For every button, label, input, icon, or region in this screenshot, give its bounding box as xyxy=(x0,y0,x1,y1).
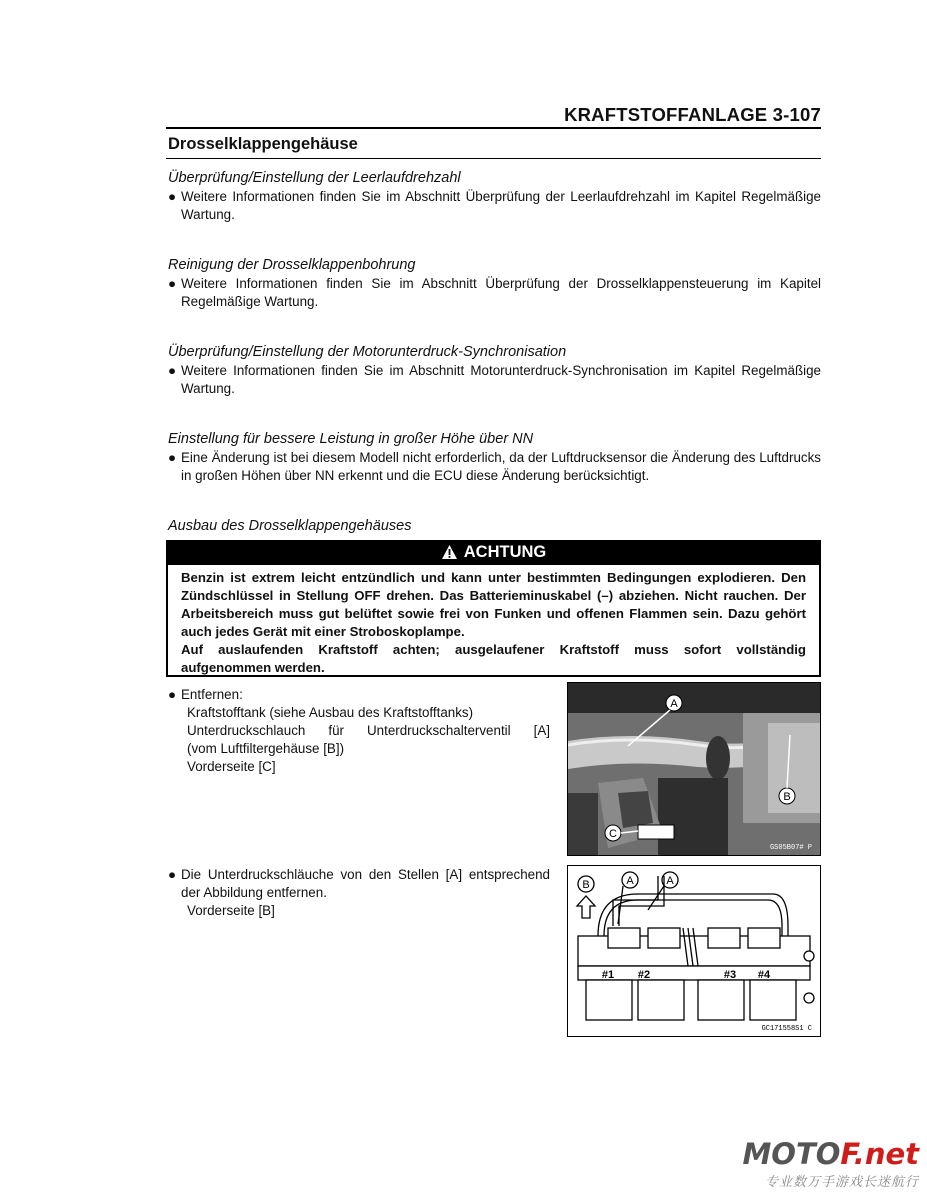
section-title: Drosselklappengehäuse xyxy=(168,135,358,153)
warning-header xyxy=(166,540,821,565)
removal-step-2-sub: Vorderseite [B] xyxy=(187,903,275,918)
cylinder-label: #2 xyxy=(637,969,651,981)
bullet-dot: ● xyxy=(168,363,177,378)
bullet-dot: ● xyxy=(168,189,177,204)
svg-text:A: A xyxy=(626,875,634,887)
watermark-logo: MOTOF.net xyxy=(742,1137,919,1171)
bullet-sync: ● Weitere Informationen finden Sie im Abschnitt Motorunterdruck-Synchronisation im Kapitel Regelmäßige Wartung. xyxy=(168,363,821,396)
subheading-altitude: Einstellung für bessere Leistung in großer Höhe über NN xyxy=(168,431,534,447)
warning-paragraph-1: Benzin ist extrem leicht entzündlich und kann unter bestimmten Bedingungen explodieren. Den Zündschlüssel in Stellung OFF drehen. Das Batterieminuskabel (–) abziehen. Nicht rauchen. Der Arbeitsbereich muss gut belüftet sowie frei von Funken und offenen Flammen sein. Dazu gehört auch jedes Gerät mit einer Stroboskoplampe. xyxy=(181,570,806,639)
arrow-front-icon xyxy=(577,876,595,918)
page-header-title: KRAFTSTOFFANLAGE 3-107 xyxy=(564,104,821,125)
cylinder-label: #3 xyxy=(723,969,737,981)
cylinder-label: #4 xyxy=(757,969,771,981)
figure-photo-vacuum-hose xyxy=(567,682,821,856)
bullet-bore-cleaning: ● Weitere Informationen finden Sie im Abschnitt Überprüfung der Drosselklappensteuerung im Kapitel Regelmäßige Wartung. xyxy=(168,276,821,309)
figure-diagram-throttle-bodies xyxy=(567,865,821,1037)
removal-item: Unterdruckschlauch für Unterdruckschalterventil [A] xyxy=(187,723,550,738)
bullet-idle-speed: ● Weitere Informationen finden Sie im Abschnitt Überprüfung der Leerlaufdrehzahl im Kapitel Regelmäßige Wartung. xyxy=(168,189,821,222)
subheading-idle-speed: Überprüfung/Einstellung der Leerlaufdrehzahl xyxy=(168,170,461,186)
watermark xyxy=(742,1137,919,1190)
callout-a-right-icon xyxy=(648,872,678,910)
removal-item: (vom Luftfiltergehäuse [B]) xyxy=(187,741,345,756)
header-rule xyxy=(166,127,821,129)
section-rule xyxy=(166,158,821,159)
cylinder-label: #1 xyxy=(601,969,615,981)
removal-item: Vorderseite [C] xyxy=(187,759,276,774)
warning-title: ACHTUNG xyxy=(463,543,547,561)
svg-text:A: A xyxy=(666,875,674,887)
watermark-tagline: 专业数万手游戏长迷航行 xyxy=(764,1174,919,1189)
figure-code: GC171558S1 C xyxy=(761,1025,812,1033)
svg-text:C: C xyxy=(609,828,617,840)
warning-paragraph-2: Auf auslaufenden Kraftstoff achten; ausgelaufener Kraftstoff muss sofort vollständig aufgenommen werden. xyxy=(181,642,806,675)
callout-a-left-icon xyxy=(618,872,638,924)
warning-triangle-icon xyxy=(441,544,458,560)
svg-text:B: B xyxy=(582,879,590,891)
removal-item: Kraftstofftank (siehe Ausbau des Kraftstofftanks) xyxy=(187,705,474,720)
removal-step-2: ● Die Unterdruckschläuche von den Stellen [A] entsprechend der Abbildung entfernen. Vorderseite [B] xyxy=(168,867,550,918)
bullet-dot: ● xyxy=(168,687,177,702)
figure-code: GS05B07# P xyxy=(769,844,812,852)
subheading-removal: Ausbau des Drosselklappengehäuses xyxy=(168,518,412,534)
warning-body xyxy=(166,565,821,677)
bullet-altitude: ● Eine Änderung ist bei diesem Modell nicht erforderlich, da der Luftdrucksensor die Änderung des Luftdrucks in großen Höhen über NN erkennt und die ECU diese Änderung berücksichtigt. xyxy=(168,450,821,483)
subheading-bore-cleaning: Reinigung der Drosselklappenbohrung xyxy=(168,257,416,273)
subheading-sync: Überprüfung/Einstellung der Motorunterdruck-Synchronisation xyxy=(168,344,567,360)
bullet-dot: ● xyxy=(168,450,177,465)
svg-text:A: A xyxy=(670,698,678,710)
removal-step-1: ● Entfernen: Kraftstofftank (siehe Ausbau des Kraftstofftanks) Unterdruckschlauch für Unterdruckschalterventil [A] (vom Luftfiltergehäuse [B]) Vorderseite [C] xyxy=(168,687,550,774)
bullet-dot: ● xyxy=(168,276,177,291)
svg-text:B: B xyxy=(783,791,791,803)
bullet-dot: ● xyxy=(168,867,177,882)
